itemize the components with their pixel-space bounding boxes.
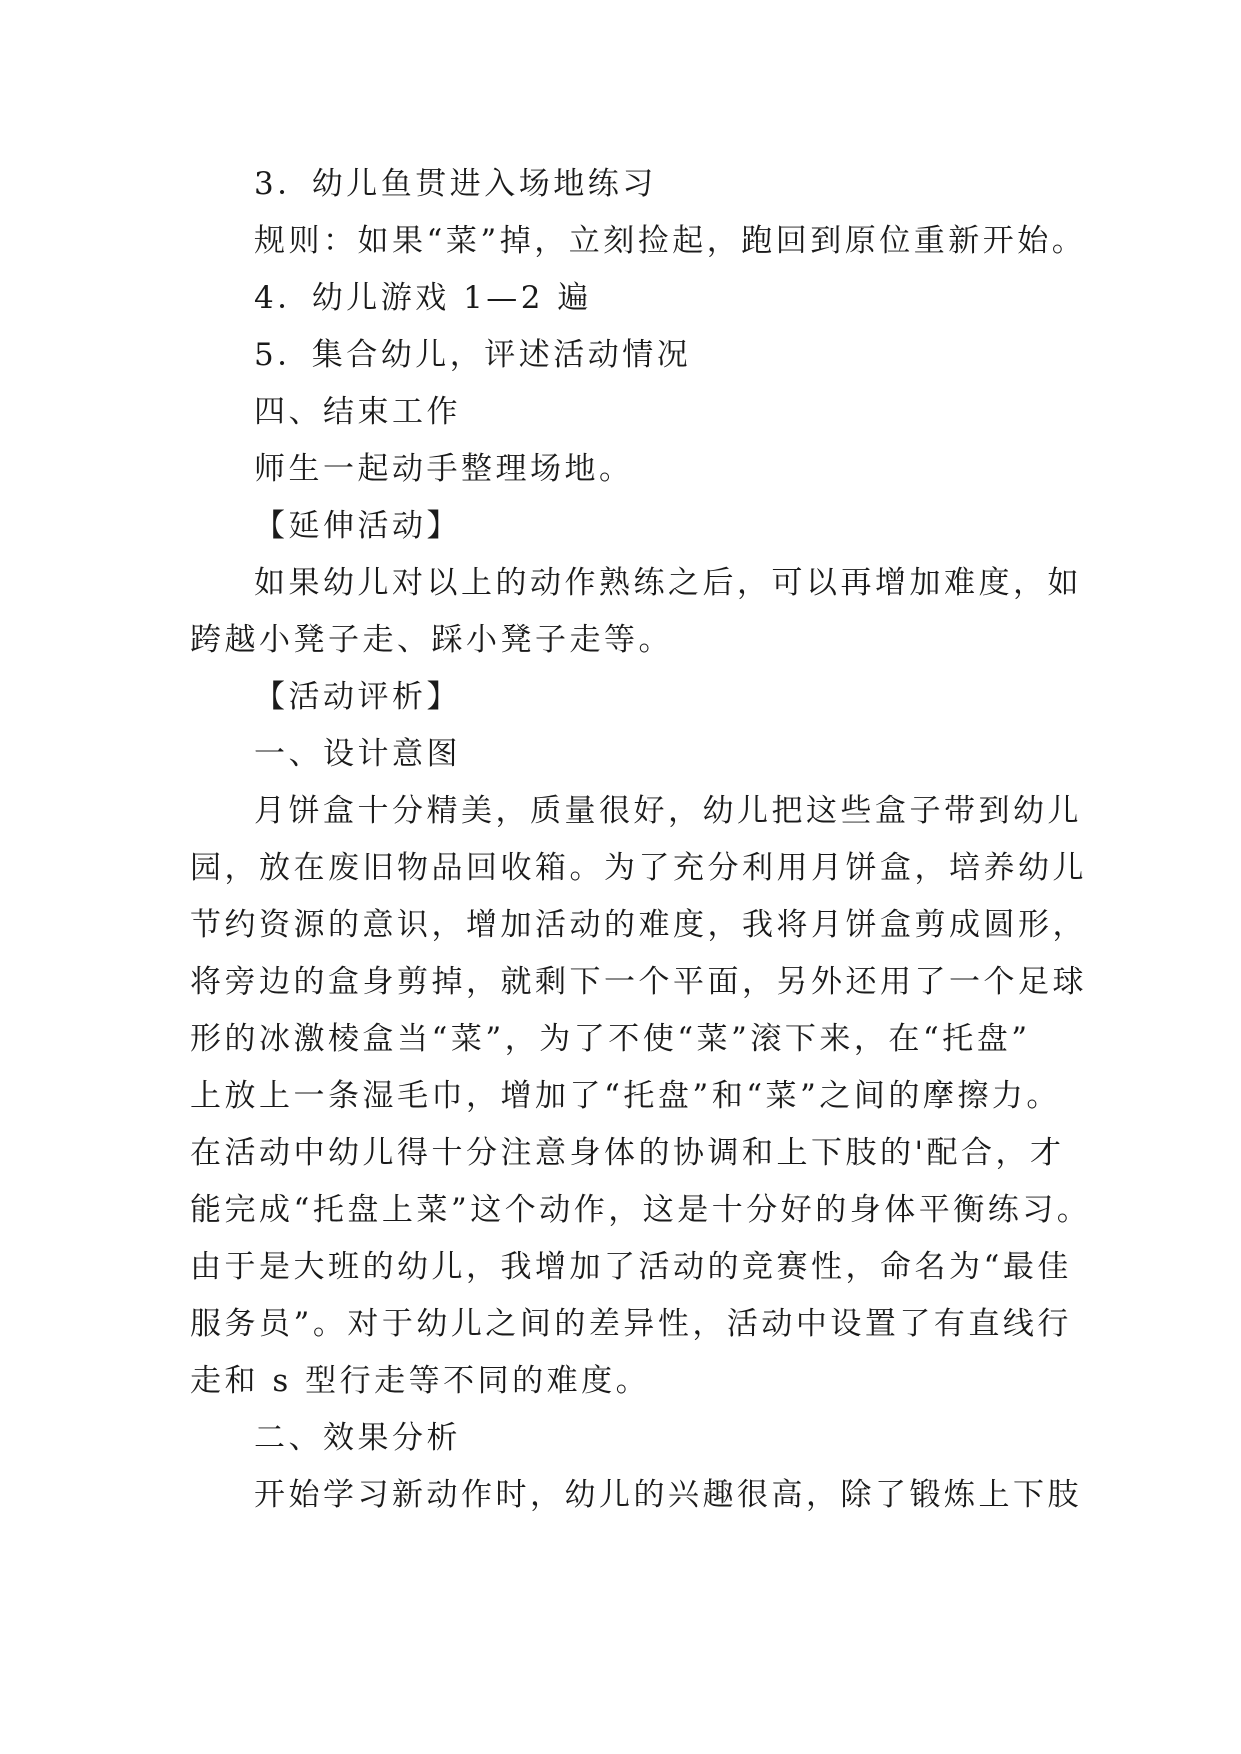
section-heading: 二、效果分析 (254, 1420, 461, 1456)
text-line: 上放上一条湿毛巾，增加了“托盘”和“菜”之间的摩擦力。 (190, 1078, 1061, 1114)
text-line: 由于是大班的幼儿，我增加了活动的竞赛性，命名为“最佳 (190, 1249, 1072, 1285)
text-line: 节约资源的意识，增加活动的难度，我将月饼盒剪成圆形， (190, 907, 1087, 943)
section-heading: 四、结束工作 (254, 394, 461, 430)
text-line: 4．幼儿游戏 1—2 遍 (254, 280, 592, 316)
text-line: 能完成“托盘上菜”这个动作，这是十分好的身体平衡练习。 (190, 1192, 1092, 1228)
section-heading: 【活动评析】 (254, 679, 461, 715)
text-line: 园，放在废旧物品回收箱。为了充分利用月饼盒，培养幼儿 (190, 850, 1087, 886)
text-line: 形的冰激棱盒当“菜”，为了不使“菜”滚下来，在“托盘” (190, 1021, 1031, 1057)
text-line: 将旁边的盒身剪掉，就剩下一个平面，另外还用了一个足球 (190, 964, 1087, 1000)
text-line: 师生一起动手整理场地。 (254, 451, 634, 487)
text-line: 5．集合幼儿，评述活动情况 (254, 337, 692, 373)
text-line: 月饼盒十分精美，质量很好，幼儿把这些盒子带到幼儿 (254, 793, 1082, 829)
text-line: 如果幼儿对以上的动作熟练之后，可以再增加难度，如 (254, 565, 1082, 601)
text-line: 在活动中幼儿得十分注意身体的协调和上下肢的'配合，才 (190, 1135, 1065, 1171)
text-line: 3．幼儿鱼贯进入场地练习 (254, 166, 657, 202)
text-line: 走和 s 型行走等不同的难度。 (190, 1363, 651, 1399)
text-line: 规则：如果“菜”掉，立刻捡起，跑回到原位重新开始。 (254, 223, 1087, 259)
text-line: 开始学习新动作时，幼儿的兴趣很高，除了锻炼上下肢 (254, 1477, 1082, 1513)
text-line: 服务员”。对于幼儿之间的差异性，活动中设置了有直线行 (190, 1306, 1072, 1342)
section-heading: 一、设计意图 (254, 736, 461, 772)
section-heading: 【延伸活动】 (254, 508, 461, 544)
text-line: 跨越小凳子走、踩小凳子走等。 (190, 622, 673, 658)
